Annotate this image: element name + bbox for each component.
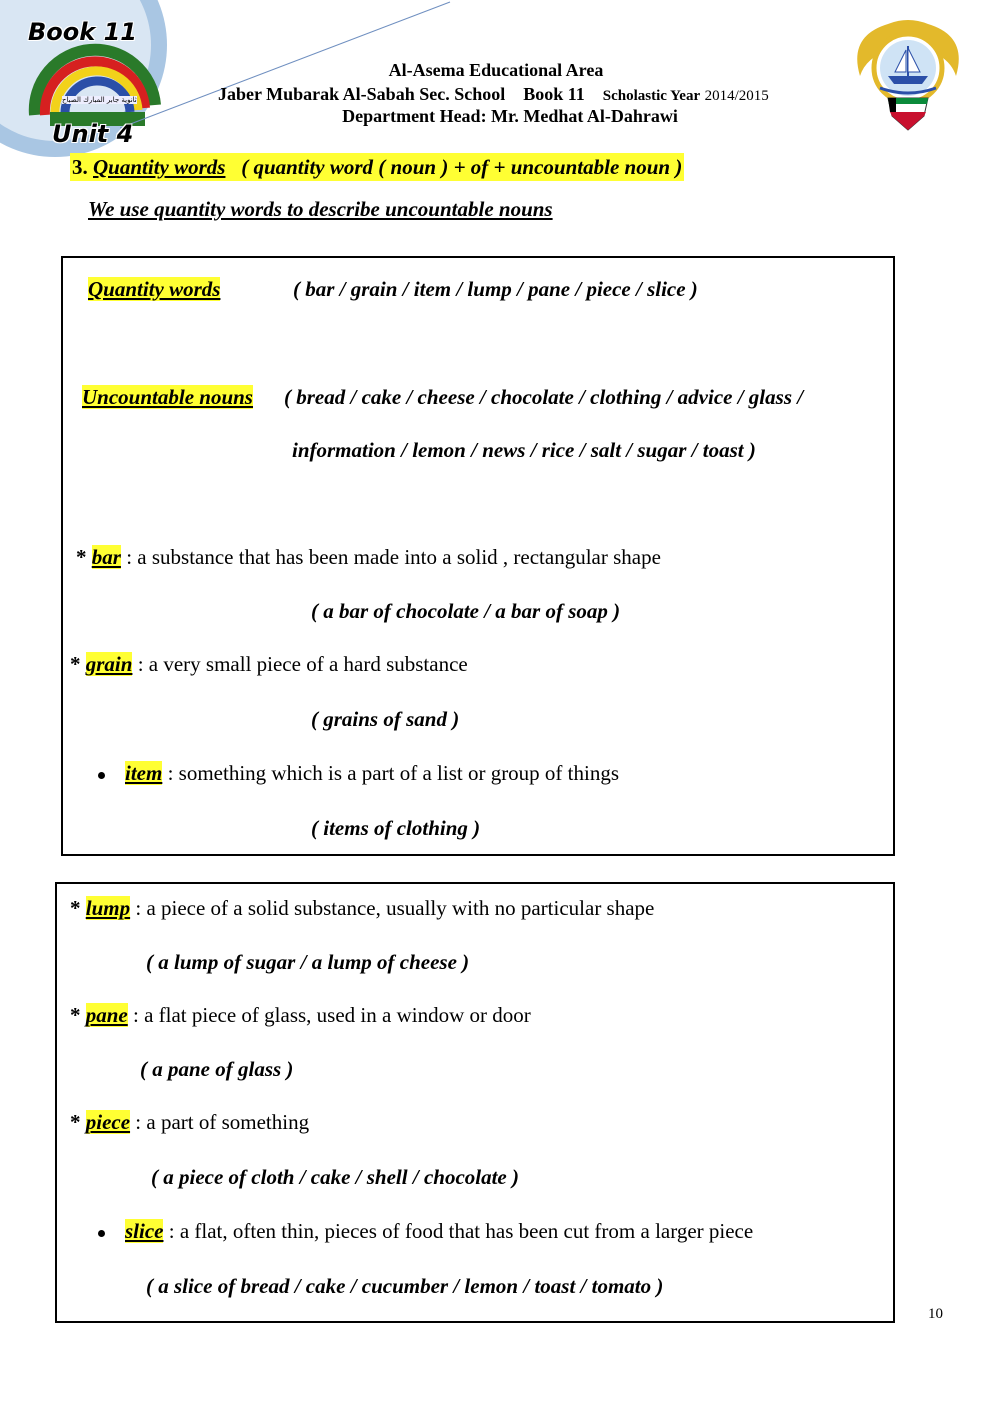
section-number: 3.	[72, 155, 88, 179]
bullet-icon	[98, 1230, 105, 1237]
page-number: 10	[928, 1306, 943, 1322]
definition-slice: : a flat, often thin, pieces of food that has been cut from a larger piece	[168, 1219, 754, 1243]
example-lump: ( a lump of sugar / a lump of cheese )	[146, 950, 470, 974]
header-line-3: Department Head: Mr. Medhat Al-Dahrawi	[342, 106, 678, 126]
uncountable-list-1: ( bread / cake / cheese / chocolate / clothing / advice / glass /	[284, 385, 804, 409]
term-bar: bar	[91, 545, 121, 569]
example-bar: ( a bar of chocolate / a bar of soap )	[311, 599, 621, 623]
school-arabic-name: ثانوية جابر المبارك الصباح	[62, 96, 137, 104]
entry-item	[98, 761, 619, 786]
section-subtitle: We use quantity words to describe uncountable nouns	[88, 197, 553, 221]
entry-slice	[98, 1219, 753, 1244]
entry-grain	[70, 652, 468, 677]
quantity-words-list: ( bar / grain / item / lump / pane / piece / slice )	[293, 277, 698, 301]
definition-pane: : a flat piece of glass, used in a window or door	[133, 1003, 531, 1027]
header-book: Book 11	[523, 84, 585, 104]
star-marker: *	[76, 545, 87, 569]
star-marker: *	[70, 1003, 81, 1027]
entry-lump	[70, 896, 654, 921]
header-line-1: Al-Asema Educational Area	[388, 60, 604, 80]
term-item: item	[125, 761, 163, 785]
quantity-words-row	[88, 277, 220, 302]
entry-piece	[70, 1110, 309, 1135]
uncountable-list-2: information / lemon / news / rice / salt / sugar / toast )	[292, 438, 756, 462]
example-pane: ( a pane of glass )	[140, 1057, 294, 1081]
term-piece: piece	[85, 1110, 131, 1134]
definition-piece: : a part of something	[135, 1110, 310, 1134]
section-heading	[70, 155, 684, 180]
definition-lump: : a piece of a solid substance, usually with no particular shape	[135, 896, 655, 920]
section-formula: ( quantity word ( noun ) + of + uncountable noun )	[241, 155, 683, 179]
example-piece: ( a piece of cloth / cake / shell / chocolate )	[151, 1165, 519, 1189]
header-year: 2014/2015	[704, 88, 769, 104]
header-school: Jaber Mubarak Al-Sabah Sec. School	[218, 84, 506, 104]
definition-bar: : a substance that has been made into a solid , rectangular shape	[126, 545, 661, 569]
uncountable-label: Uncountable nouns	[82, 385, 253, 409]
term-pane: pane	[85, 1003, 128, 1027]
definition-grain: : a very small piece of a hard substance	[137, 652, 468, 676]
unit-label: Unit 4	[52, 120, 134, 148]
example-slice: ( a slice of bread / cake / cucumber / lemon / toast / tomato )	[146, 1274, 664, 1298]
example-grain: ( grains of sand )	[311, 707, 460, 731]
star-marker: *	[70, 896, 81, 920]
bullet-icon	[98, 772, 105, 779]
example-item: ( items of clothing )	[311, 816, 481, 840]
quantity-words-label: Quantity words	[88, 277, 221, 301]
book-label: Book 11	[28, 18, 137, 46]
uncountable-row	[82, 385, 253, 410]
header-line-2	[218, 84, 769, 105]
definition-item: : something which is a part of a list or group of things	[167, 761, 620, 785]
star-marker: *	[70, 652, 81, 676]
term-slice: slice	[125, 1219, 164, 1243]
entry-pane	[70, 1003, 531, 1028]
section-title: Quantity words	[93, 155, 226, 179]
header-year-label: Scholastic Year	[602, 88, 701, 104]
entry-bar	[76, 545, 661, 570]
quantity-words-box-2	[55, 882, 895, 1323]
term-grain: grain	[85, 652, 133, 676]
star-marker: *	[70, 1110, 81, 1134]
term-lump: lump	[85, 896, 131, 920]
section-heading-highlight	[70, 153, 684, 181]
